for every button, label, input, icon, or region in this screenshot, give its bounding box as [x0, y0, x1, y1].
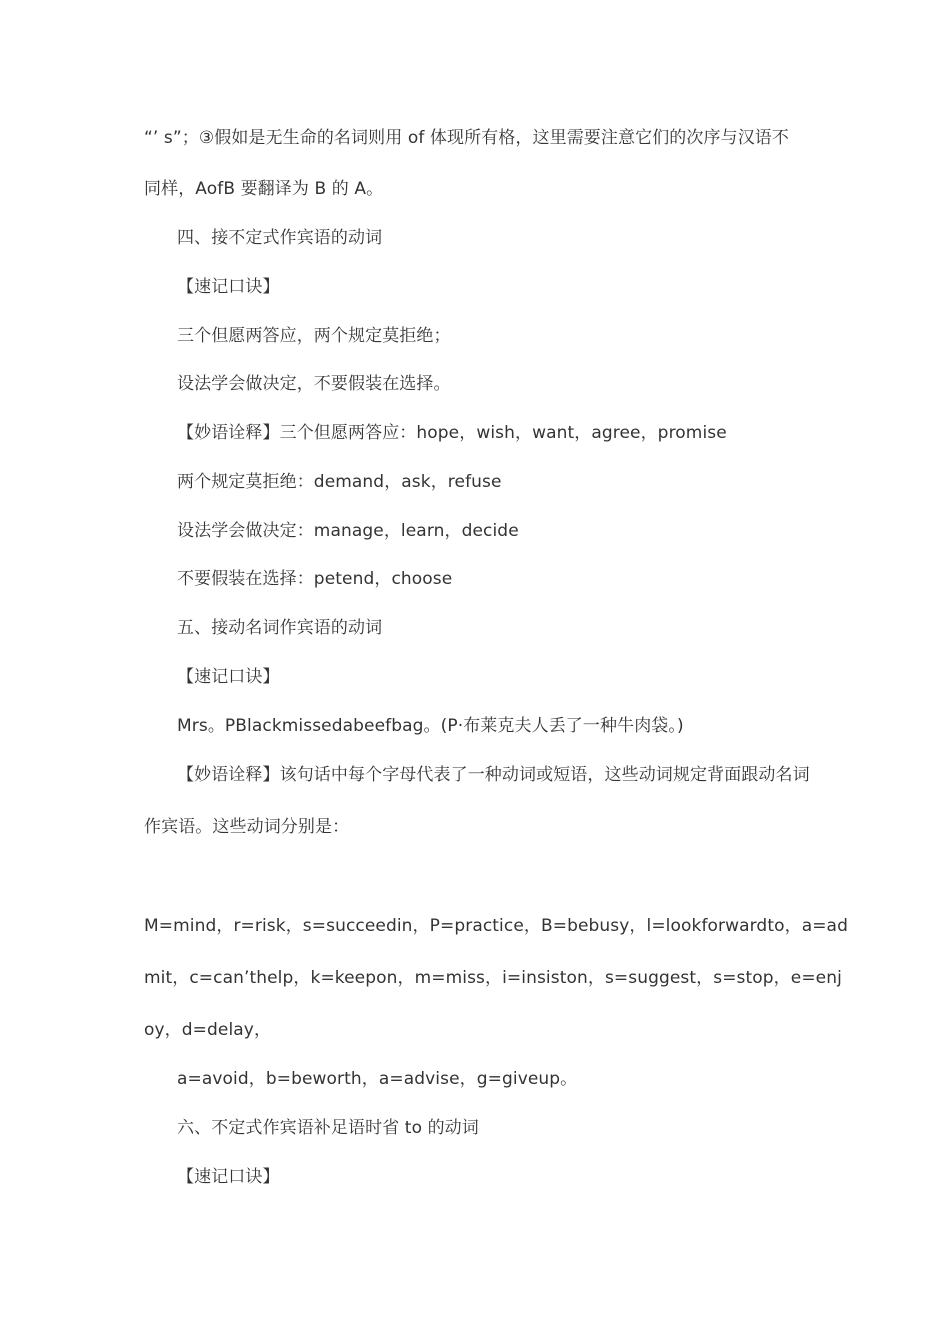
text-line: M=mind，r=risk，s=succeedin，P=practice，B=bebusy，l=lookforwardto，a=ad: [144, 916, 848, 936]
section-heading: 四、接不定式作宾语的动词: [177, 228, 383, 248]
text-line: oy，d=delay，: [144, 1020, 272, 1040]
text-line: 两个规定莫拒绝：demand，ask，refuse: [177, 472, 502, 492]
mnemonic-label: 【速记口诀】: [177, 667, 280, 687]
text-line: 设法学会做决定，不要假装在选择。: [177, 374, 451, 394]
text-line: mit，c=can’thelp，k=keepon，m=miss，i=insiston，s=suggest，s=stop，e=enj: [144, 968, 842, 988]
mnemonic-label: 【速记口诀】: [177, 1167, 280, 1187]
text-line: 同样，AofB 要翻译为 B 的 A。: [144, 179, 384, 199]
mnemonic-label: 【速记口诀】: [177, 277, 280, 297]
text-line: 设法学会做决定：manage，learn，decide: [177, 521, 519, 541]
text-line: 【妙语诠释】三个但愿两答应：hope，wish，want，agree，promise: [177, 423, 727, 443]
text-line: a=avoid，b=beworth，a=advise，g=giveup。: [177, 1069, 578, 1089]
text-line: Mrs。PBlackmissedabeefbag。(P·布莱克夫人丢了一种牛肉袋。): [177, 716, 684, 736]
section-heading: 六、不定式作宾语补足语时省 to 的动词: [177, 1118, 479, 1138]
text-line: 三个但愿两答应，两个规定莫拒绝；: [177, 326, 451, 346]
text-line: “’ s”；③假如是无生命的名词则用 of 体现所有格，这里需要注意它们的次序与汉语不: [144, 128, 790, 148]
section-heading: 五、接动名词作宾语的动词: [177, 618, 383, 638]
text-line: 不要假装在选择：petend，choose: [177, 569, 453, 589]
text-line: 【妙语诠释】该句话中每个字母代表了一种动词或短语，这些动词规定背面跟动名词: [177, 765, 810, 785]
text-line: 作宾语。这些动词分别是：: [144, 817, 350, 837]
